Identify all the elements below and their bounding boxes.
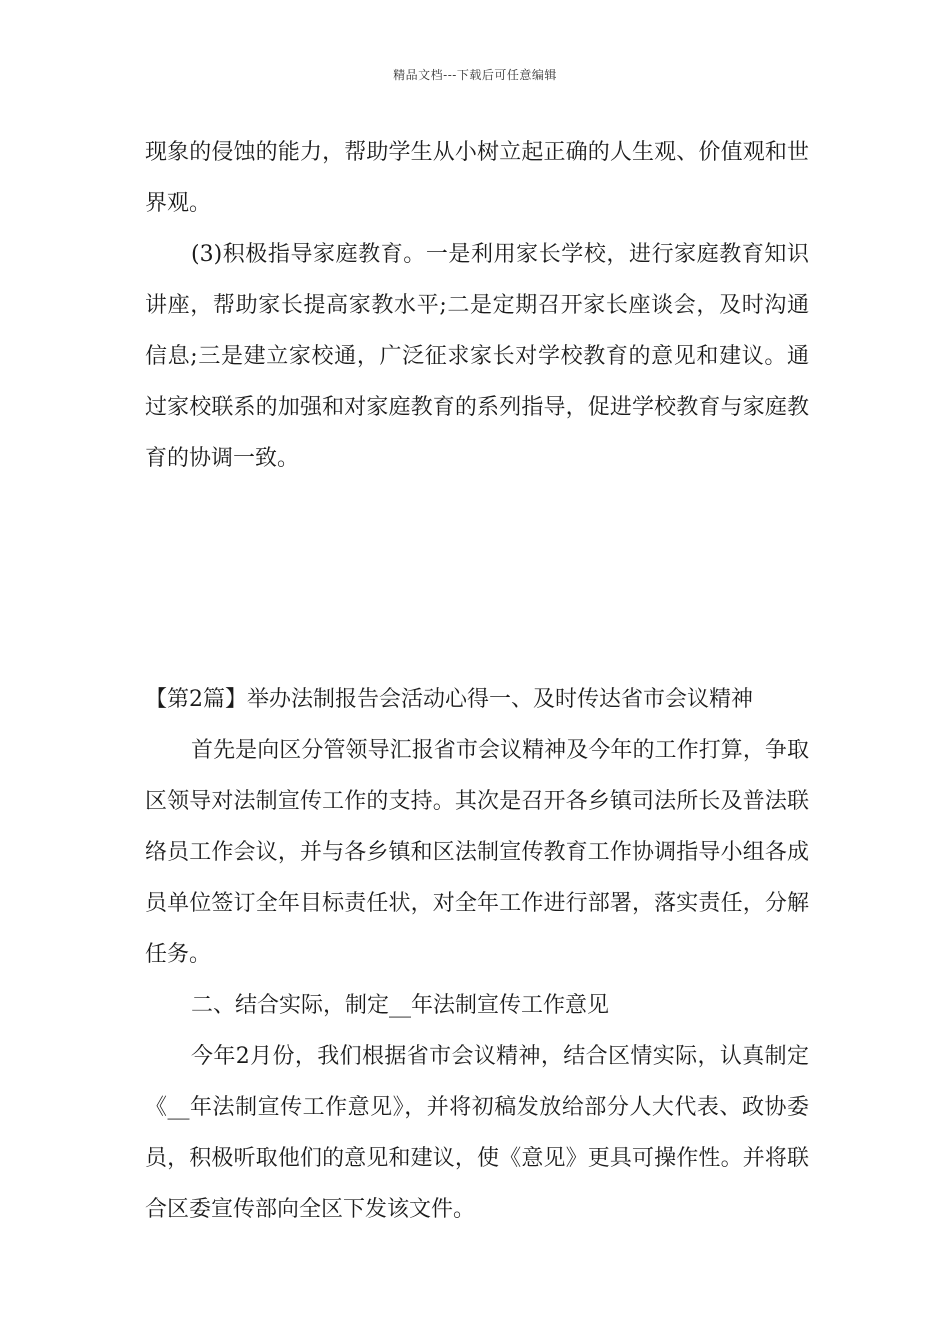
page-header: 精品文档---下载后可任意编辑 [393,68,557,82]
document-section-article-2 [145,674,809,1235]
body-paragraph: 现象的侵蚀的能力，帮助学生从小树立起正确的人生观、价值观和世界观。 [145,140,809,216]
section-heading: 二、结合实际，制定__年法制宣传工作意见 [191,993,610,1018]
body-paragraph: 首先是向区分管领导汇报省市会议精神及今年的工作打算，争取区领导对法制宣传工作的支持。其次是召开各乡镇司法所长及普法联络员工作会议，并与各乡镇和区法制宣传教育工作协调指导小组各成员单位签订全年目标责任状，对全年工作进行部署，落实责任，分解任务。 [145,738,809,967]
document-section-continued [145,127,809,484]
body-paragraph: 今年2月份，我们根据省市会议精神，结合区情实际，认真制定《__年法制宣传工作意见》，并将初稿发放给部分人大代表、政协委员，积极听取他们的意见和建议，使《意见》更具可操作性。并将联合区委宣传部向全区下发该文件。 [145,1044,809,1222]
article-title: 【第2篇】举办法制报告会活动心得一、及时传达省市会议精神 [145,687,753,712]
body-paragraph: (3)积极指导家庭教育。一是利用家长学校，进行家庭教育知识讲座，帮助家长提高家教水平;二是定期召开家长座谈会，及时沟通信息;三是建立家校通，广泛征求家长对学校教育的意见和建议。通过家校联系的加强和对家庭教育的系列指导，促进学校教育与家庭教育的协调一致。 [145,242,809,471]
